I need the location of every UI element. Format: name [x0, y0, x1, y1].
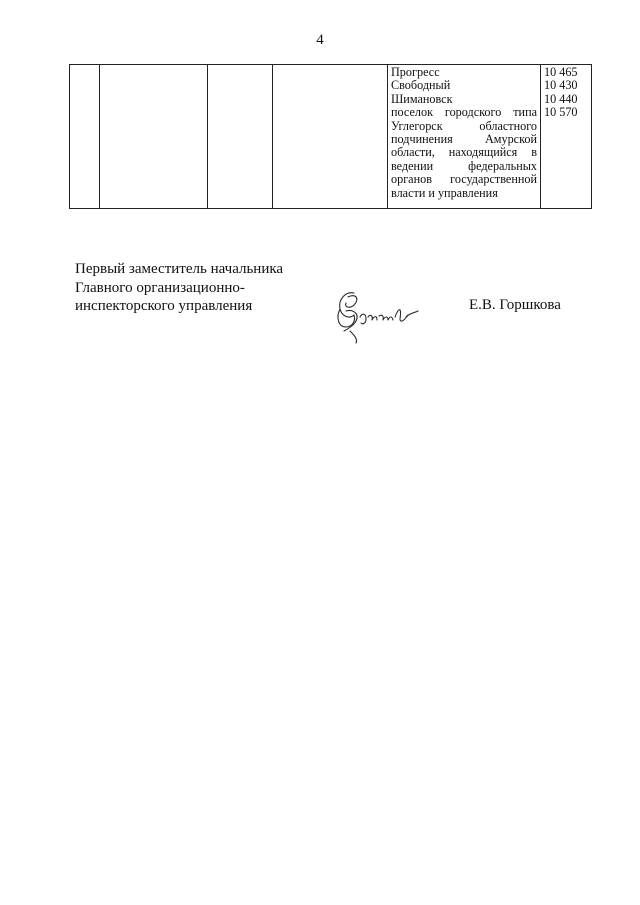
handwritten-signature — [330, 287, 422, 345]
table-cell-codes — [541, 65, 592, 209]
signatory-title — [75, 260, 283, 316]
place-code: 10 465 — [544, 65, 578, 79]
table-cell-places — [388, 65, 541, 209]
signatory-name: Е.В. Горшкова — [469, 297, 561, 313]
place-name: Свободный — [391, 78, 451, 93]
signatory-title-line: Главного организационно- — [75, 279, 245, 296]
table-cell-empty — [100, 65, 208, 209]
place-name-long: поселок городского типа Углегорск областного подчинения Амурской области, находящийся в ведении федеральных органов государственной власти и управления — [391, 105, 537, 200]
signatory-title-line: Первый заместитель начальника — [75, 261, 284, 277]
page-number: 4 — [316, 32, 324, 48]
place-code: 10 440 — [544, 91, 578, 106]
place-name: Прогресс — [391, 65, 440, 79]
table-cell-empty — [208, 65, 273, 209]
place-name: Шимановск — [391, 91, 453, 106]
table-cell-empty — [273, 65, 388, 209]
place-code: 10 570 — [544, 105, 578, 120]
place-code: 10 430 — [544, 78, 578, 93]
table-cell-empty — [70, 65, 100, 209]
document-table — [69, 64, 592, 209]
signatory-title-line: инспекторского управления — [75, 298, 253, 314]
table-row — [70, 65, 592, 209]
